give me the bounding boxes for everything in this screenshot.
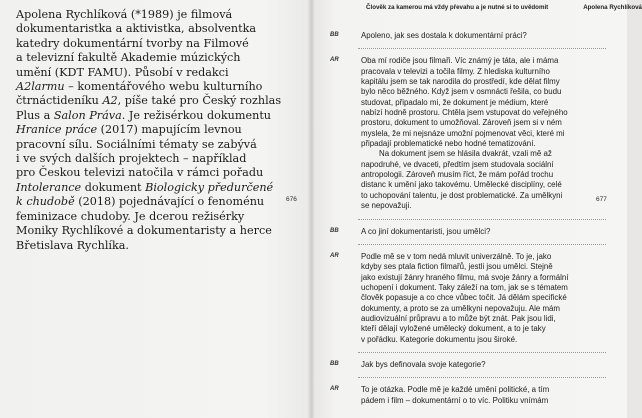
bio-line: Moniky Rychlíkové a dokumentaristy a herce <box>16 224 272 238</box>
answer-text <box>361 56 568 211</box>
bio-italic-title: A2larmu <box>16 80 65 94</box>
bio-line: feminizace chudoby. Je dcerou režisérky <box>16 209 245 223</box>
speaker-initials: BB <box>330 227 339 234</box>
answer-text <box>361 252 568 345</box>
text-line: pracovala v televizi a točila filmy. Z hlediska kulturního <box>361 66 550 76</box>
dotted-separator <box>358 219 606 220</box>
text-line: se nepovažuji. <box>361 201 412 211</box>
speaker-initials: AR <box>330 57 339 64</box>
text-line: kapitálu jsem se tak narodila do prostředí, kde dělat filmy <box>361 77 560 87</box>
page-number-right: 677 <box>596 196 607 203</box>
bio-line: Břetislava Rychlíka. <box>16 238 129 252</box>
text-line: kteří dělají vyložené umělecký dokument, a to je taky <box>361 324 546 334</box>
speaker-initials: BB <box>330 32 339 38</box>
bio-italic-title: Biologicky předurčené <box>145 180 274 194</box>
bio-line: pro Českou televizi natočila v rámci pořadu <box>16 166 264 180</box>
running-title: Člověk za kamerou má vždy převahu a je nutné si to uvědomit <box>366 4 549 11</box>
bio-line: a televizní fakultě Akademie múzických <box>16 51 241 65</box>
bio-line: Hranice práce (2017) mapujícím levnou <box>16 123 242 137</box>
text-line: Oba mí rodiče jsou filmaři. Víc známý je táta, ale i máma <box>361 56 559 66</box>
dotted-separator <box>358 377 606 378</box>
dotted-separator <box>358 48 606 49</box>
bio-line: i ve svých dalších projektech – například <box>16 152 247 166</box>
text-line: studovat, připadalo mi, že dokument je médium, které <box>361 97 549 107</box>
text-line: dokumenty, a proto se za umělkyni nepovažuju. Ale mám <box>361 303 560 313</box>
page-number-left: 676 <box>286 196 297 203</box>
text-line: To je otázka. Podle mě je každé umění politické, a tím <box>361 385 550 395</box>
text-line: nabízí hodně prostoru. Chtěla jsem vstupovat do veřejného <box>361 108 568 118</box>
running-head <box>366 4 642 11</box>
text-line: myslela, že mi nejsnáze umožní pojmenovat věci, které mi <box>361 128 565 138</box>
text-line: uchopení i dokument. Taky záleží na tom, jak se s tématem <box>361 282 568 292</box>
speaker-initials: AR <box>330 252 339 259</box>
dotted-separator <box>358 244 606 245</box>
author-bio <box>16 8 282 253</box>
right-page <box>311 0 642 418</box>
bio-line: A2larmu – komentářového webu kulturního <box>16 80 263 94</box>
text-line: A co jiní dokumentaristi, jsou umělci? <box>361 226 491 236</box>
text-line: kdyby ses ptala fiction filmařů, jestli jsou umělci. Stejně <box>361 262 553 272</box>
bio-line: pracovní sílu. Sociálními tématy se zabývá <box>16 137 257 151</box>
bio-line: Intolerance dokument Biologicky předurčené <box>16 180 274 194</box>
question-text <box>361 360 486 370</box>
bio-line: Plus a Salon Práva. Je režisérkou dokumentu <box>16 108 272 122</box>
bio-line: čtrnáctideníku A2, píše také pro Český rozhlas <box>16 94 282 108</box>
text-line: Apoleno, jak ses dostala k dokumentární práci? <box>361 31 527 40</box>
text-line: to uchopování talentu, je dost problematické. Za umělkyni <box>361 190 563 200</box>
bio-line: Apolena Rychlíková (*1989) je filmová <box>16 8 233 21</box>
running-author: Apolena Rychlíková <box>583 4 642 11</box>
bio-italic-title: k chudobě <box>16 195 75 209</box>
speaker-initials: AR <box>330 386 339 393</box>
answer-text <box>361 385 549 406</box>
text-line: antropologii. Zároveň musím říct, že mám pořád trochu <box>361 170 554 180</box>
text-line: bylo něco běžného. Když jsem v osmnácti řešila, co budu <box>361 87 562 97</box>
bio-italic-title: Salon Práva <box>53 108 122 122</box>
question-text <box>361 227 490 237</box>
bio-italic-title: A2 <box>102 94 118 108</box>
text-line: napodruhé, ve dvaceti, předtím jsem studovala sociální <box>361 159 554 169</box>
text-line: Na dokument jsem se hlásila dvakrát, vzali mě až <box>379 149 552 159</box>
text-line: pádem i film – dokumentární o to víc. Politiku vnímám <box>361 395 549 405</box>
text-line: prostoru, dokument to umožňoval. Zároveň jsem si v ném <box>361 118 562 128</box>
left-page <box>0 0 311 418</box>
book-gutter <box>308 0 314 418</box>
bio-line: umění (KDT FAMU). Působí v redakci <box>16 65 229 79</box>
bio-line: k chudobě (2018) pojednávající o fenoménu <box>16 195 265 209</box>
bio-italic-title: Hranice práce <box>16 123 98 137</box>
text-line: připadají problematické nebo hodné tematizování. <box>361 139 536 149</box>
bio-italic-title: Intolerance <box>16 180 82 194</box>
text-line: jako existují žánry hraného filmu, má svoje žánry a formální <box>361 272 569 282</box>
text-line: distanc k umění jako takovému. Umělecké disciplíny, celé <box>361 180 562 190</box>
bio-line: katedry dokumentární tvorby na Filmové <box>16 36 249 50</box>
text-line: audiovizuální průpravu a to může být znát. Pak jsou lidi, <box>361 314 556 323</box>
speaker-initials: BB <box>330 361 339 368</box>
bio-line: dokumentaristka a aktivistka, absolventka <box>16 22 257 36</box>
text-line: v pořádku. Kategorie dokumentu jsou široké. <box>361 334 518 344</box>
dotted-separator <box>358 352 606 353</box>
question-text <box>361 31 527 41</box>
text-line: Jak bys definovala svoje kategorie? <box>361 360 486 370</box>
text-line: Podle mě se v tom nedá mluvit univerzálně. To je, jako <box>361 251 552 261</box>
text-line: člověk popasuje a co chce vůbec točit. Já dělám specifické <box>361 293 567 303</box>
